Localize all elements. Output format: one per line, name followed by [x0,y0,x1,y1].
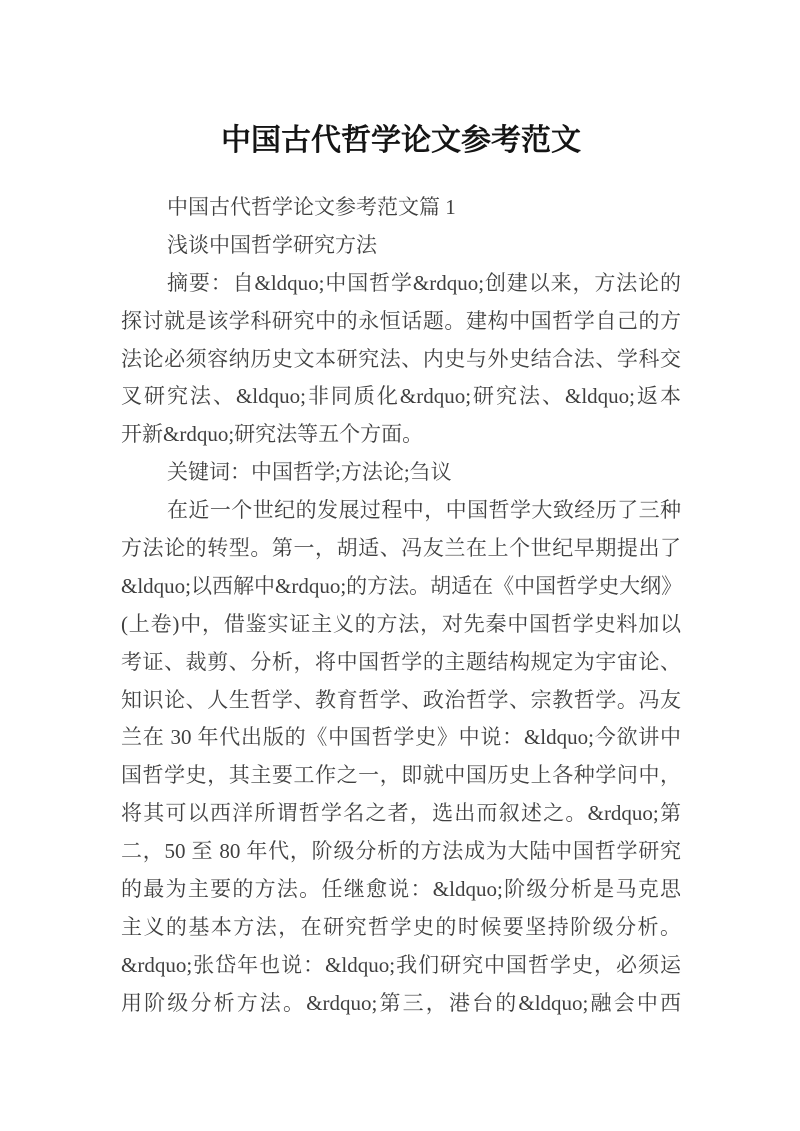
text-line: 开新&rdquo;研究法等五个方面。 [121,422,424,447]
text-line: 国哲学史，其主要工作之一，即就中国历史上各种学问中， [121,763,681,788]
text-line: 法论必须容纳历史文本研究法、内史与外史结合法、学科交 [121,346,681,371]
text-line: (上卷)中，借鉴实证主义的方法，对先秦中国哲学史料加以 [121,611,681,636]
text-line: &ldquo;以西解中&rdquo;的方法。胡适在《中国哲学史大纲》 [121,573,683,598]
text-line: 摘要：自&ldquo;中国哲学&rdquo;创建以来，方法论的 [167,270,681,295]
text-line: 方法论的转型。第一，胡适、冯友兰在上个世纪早期提出了 [121,536,681,561]
text-line: 二，50 至 80 年代，阶级分析的方法成为大陆中国哲学研究 [121,839,681,864]
text-line: 兰在 30 年代出版的《中国哲学史》中说：&ldquo;今欲讲中 [121,725,681,750]
text-line: 浅谈中国哲学研究方法 [167,232,377,257]
text-line: 探讨就是该学科研究中的永恒话题。建构中国哲学自己的方 [121,308,681,333]
text-line: 在近一个世纪的发展过程中，中国哲学大致经历了三种 [167,498,681,523]
text-line: 的最为主要的方法。任继愈说：&ldquo;阶级分析是马克思 [121,877,681,902]
text-line: &rdquo;张岱年也说：&ldquo;我们研究中国哲学史，必须运 [121,952,681,977]
document-body [121,189,681,1023]
text-line: 主义的基本方法，在研究哲学史的时候要坚持阶级分析。 [121,914,681,939]
text-line: 考证、裁剪、分析，将中国哲学的主题结构规定为宇宙论、 [121,649,681,674]
text-line: 中国古代哲学论文参考范文篇 1 [167,195,456,219]
text-line: 用阶级分析方法。&rdquo;第三，港台的&ldquo;融会中西 [121,990,681,1015]
document-title: 中国古代哲学论文参考范文 [221,124,581,158]
text-line: 将其可以西洋所谓哲学名之者，选出而叙述之。&rdquo;第 [121,801,681,826]
text-line: 知识论、人生哲学、教育哲学、政治哲学、宗教哲学。冯友 [121,687,681,712]
text-line: 关键词：中国哲学;方法论;刍议 [167,460,452,485]
text-line: 叉研究法、&ldquo;非同质化&rdquo;研究法、&ldquo;返本 [121,384,681,409]
